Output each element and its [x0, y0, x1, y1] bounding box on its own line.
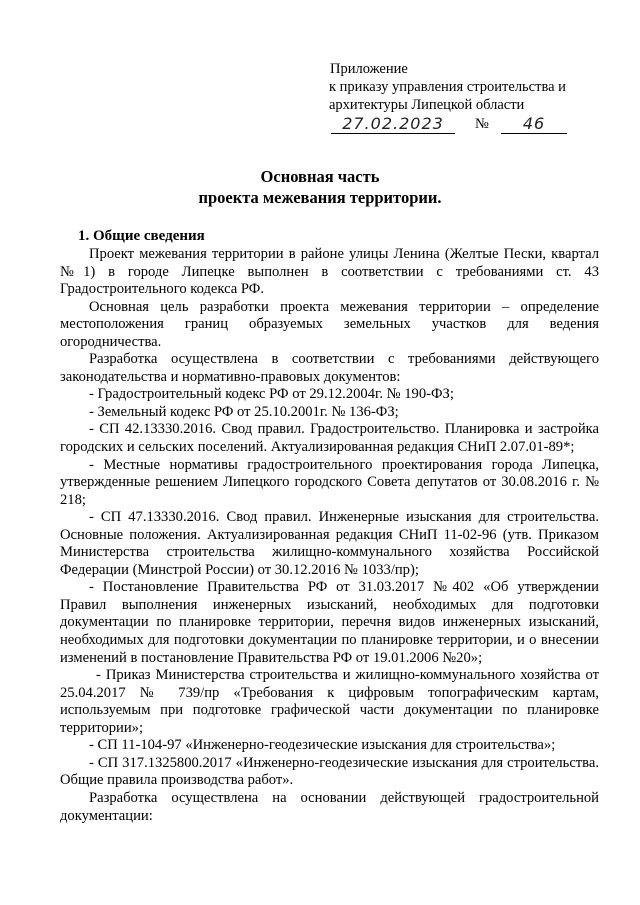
handwritten-number: 46: [501, 115, 567, 134]
document-body: [60, 246, 599, 825]
paragraph: Разработка осуществлена в соответствии с требованиями действующего законодательства и нормативно-правовых документов:: [60, 351, 599, 385]
list-item: - Приказ Министерства строительства и жилищно-коммунального хозяйства от 25.04.2017 № 739/пр «Требования к цифровым топографическим картам, используемым при подготовке графической части документации по планировке территории»;: [60, 667, 599, 736]
paragraph: Проект межевания территории в районе улицы Ленина (Желтые Пески, квартал №1) в городе Липецке выполнен в соответствии с требованиями ст. 43 Градостроительного кодекса РФ.: [60, 246, 599, 298]
handwritten-date: 27.02.2023: [331, 115, 455, 134]
list-item: - Постановление Правительства РФ от 31.03.2017 №402 «Об утверждении Правил выполнения инженерных изысканий, необходимых для подготовки документации по планировке территории, перечня видов инженерных изысканий, необходимых для подготовки документации по планировке территории, и о внесении изменений в постановление Правительства РФ от 19.01.2006 №20»;: [60, 579, 599, 666]
list-item: - Земельный кодекс РФ от 25.10.2001г. № 136-ФЗ;: [89, 403, 399, 420]
document-title: Основная часть: [260, 167, 380, 186]
list-item: - СП 317.1325800.2017 «Инженерно-геодезические изыскания для строительства. Общие правила производства работ».: [60, 754, 599, 789]
appendix-order-line: к приказу управления строительства и: [329, 79, 566, 95]
number-label: №: [475, 116, 489, 132]
section-heading: 1. Общие сведения: [78, 228, 205, 244]
list-item: - СП 11-104-97 «Инженерно-геодезические изыскания для строительства»;: [89, 737, 556, 754]
appendix-block: [329, 60, 629, 137]
list-item: - Градостроительный кодекс РФ от 29.12.2004г. № 190-ФЗ;: [89, 386, 454, 403]
paragraph: Основная цель разработки проекта межевания территории – определение местоположения границ образуемых земельных участков для ведения огородничества.: [60, 298, 599, 350]
paragraph: Разработка осуществлена на основании действующей градостроительной документации:: [60, 789, 599, 824]
list-item: - СП 47.13330.2016. Свод правил. Инженерные изыскания для строительства. Основные положения. Актуализированная редакция СНиП 11-02-96 (утв. Приказом Министерства строительства жилищно-коммунального хозяйства Российской Федерации (Минстрой России) от 30.12.2016 № 1033/пр);: [60, 509, 599, 578]
appendix-authority-line: архитектуры Липецкой области: [329, 97, 525, 113]
list-item: - СП 42.13330.2016. Свод правил. Градостроительство. Планировка и застройка городских и сельских поселений. Актуализированная редакция СНиП 2.07.01-89*;: [60, 421, 599, 456]
appendix-date-number-row: [329, 115, 629, 137]
list-item: - Местные нормативы градостроительного проектирования города Липецка, утвержденные решением Липецкого городского Совета депутатов от 30.08.2016 г. № 218;: [60, 456, 599, 508]
document-subtitle: проекта межевания территории.: [198, 188, 442, 207]
appendix-title: Приложение: [330, 61, 408, 77]
